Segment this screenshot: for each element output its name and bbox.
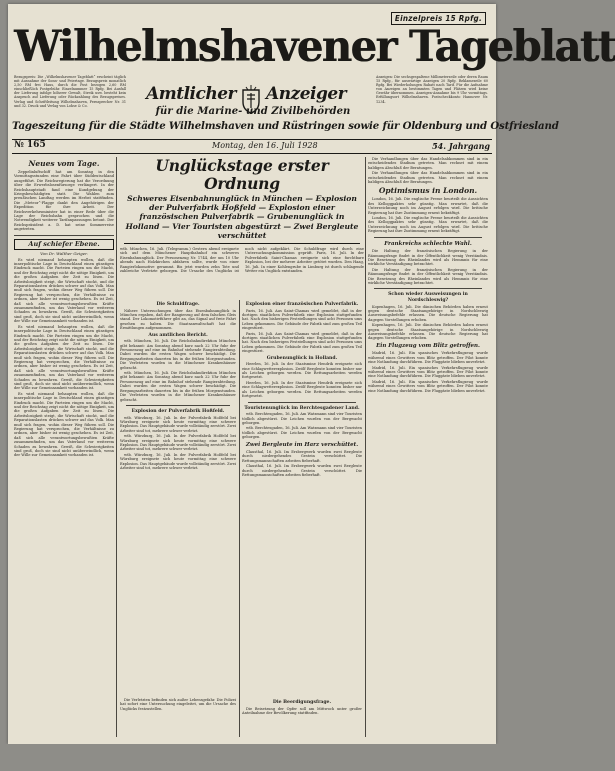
tourist-accident-text: wtb. Berchtesgaden, 16. Juli. Am Watzmann sind vier Touristen tödlich abgestürzt. Die Leichen wurden von der Bergwacht geborgen. xyxy=(242,412,362,425)
france-text: Die Haltung der französischen Regierung in der Räumungsfrage findet in der Öffentlichkeit wenig Verständnis. Die Besetzung des Rheinlandes wird als Hemmnis für eine wirkliche Verständigung betrachtet. xyxy=(368,249,488,267)
column-center-right-bottom xyxy=(242,698,362,738)
column-center-left-bottom xyxy=(120,698,236,738)
subscription-info: Bezugspreis: Die „Wilhelmshavener Tageblatt“ erscheint täglich mit Ausnahme der Sonn- und Feiertage. Bezugspreis monatlich 2,50 RM frei Haus, durch die Post bezogen 2,60 RM einschließlich Postgebühr. Einzelnummer 15 Rpfg. Bei Ausfall der Lieferung infolge höherer Gewalt, Streik usw. besteht kein Anspruch auf Lieferung oder Rückzahlung des Bezugspreises. Verlag und Schriftleitung Wilhelmshaven, Fernsprecher Nr. 31 und 32. Druck und Verlag von Lohse & Co. xyxy=(14,75,126,108)
lead-text: wtb. München, 16. Juli. (Telegramm.) Gestern abend ereignete sich auf dem Münchener Hauptbahnhof ein schweres Eisenbahnunglück. Der Personenzug Nr. 1744, der um 10 Uhr abends nach Holzkirchen abfahren sollte, wurde von einer Rangierlokomotive gerammt. Bis jetzt wurden zehn Tote und zahlreiche Verletzte geborgen. Die Ursache des Unglücks ist noch nicht aufgeklärt. Die Schuldfrage wird durch eine Untersuchungskommission geprüft. Paris, 16. Juli. In der Pulverfabrik Saint-Chamas ereignete sich eine furchtbare Explosion, bei der mehrere Arbeiter getötet wurden. Den Haag, 16. Juli. In einer Kohlengrube in Limburg ist durch schlagende Wetter ein Unglück entstanden. xyxy=(120,247,364,274)
column-right xyxy=(368,157,488,737)
scan-background xyxy=(0,744,504,771)
miners-buried-text: Clausthal, 16. Juli. Im Erzbergwerk wurden zwei Bergleute durch niedergehendes Gestein verschüttet. Die Rettungsmannschaften arbeiten fieberhaft. xyxy=(242,450,362,463)
column-rule xyxy=(365,157,366,737)
lead-story xyxy=(120,157,364,297)
divider xyxy=(248,402,356,403)
column-center-right xyxy=(242,300,362,695)
miners-buried-text: Clausthal, 16. Juli. Im Erzbergwerk wurden zwei Bergleute durch niedergehendes Gestein verschüttet. Die Rettungsmannschaften arbeiten fieberhaft. xyxy=(242,464,362,478)
hossfeld-heading: Explosion der Pulverfabrik Hoßfeld. xyxy=(131,408,225,414)
expulsion-text: Kopenhagen, 16. Juli. Die dänischen Behörden haben erneut gegen deutsche Staatsangehörige in Nordschleswig Ausweisungsbefehle erlassen. Die deutsche Regierung hat dagegen Vorstellungen erhoben. xyxy=(368,304,488,322)
miners-buried-heading: Zwei Bergleute im Harz verschüttet. xyxy=(245,441,359,448)
tourist-accident-text: wtb. Berchtesgaden, 16. Juli. Am Watzmann sind vier Touristen tödlich abgestürzt. Die Leichen wurden von der Bergwacht geborgen. xyxy=(242,426,362,440)
mine-disaster-text: Heerlen, 16. Juli. In der Staatsmine Hendrik ereignete sich eine Schlagwetterexplosion. Zwölf Bergleute konnten bisher nur als Leichen geborgen werden. Die Rettungsarbeiten werden fortgesetzt. xyxy=(242,380,362,399)
mine-disaster-text: Heerlen, 16. Juli. In der Staatsmine Hendrik ereignete sich eine Schlagwetterexplosion. Zwölf Bergleute konnten bisher nur als Leichen geborgen werden. Die Rettungsarbeiten werden fortgesetzt. xyxy=(242,362,362,380)
mine-disaster-heading: Grubenunglück in Holland. xyxy=(266,355,338,361)
masthead-subtitle: Tageszeitung für die Städte Wilhelmshaven und Rüstringen sowie für Oldenburg und Ostfriesland xyxy=(12,120,559,132)
divider xyxy=(374,288,482,289)
official-report-text: wtb. München, 16. Juli. Die Reichsbahndirektion München gibt bekannt: Am Sonntag abend kurz nach 22 Uhr fuhr der Personenzug auf eine im Bahnhof stehende Rangierabteilung. Dabei wurden die ersten Wagen schwer beschädigt. Die Bergungsarbeiten dauerten bis in die frühen Morgenstunden. Die Verletzten wurden in die Münchener Krankenhäuser gebracht. xyxy=(120,339,236,370)
lightning-text: Madrid, 16. Juli. Ein spanisches Verkehrsflugzeug wurde während eines Gewitters vom Blitz getroffen. Der Pilot konnte eine Notlandung durchführen. Die Fluggäste blieben unverletzt. xyxy=(368,379,488,393)
divider xyxy=(14,235,114,236)
official-report-text: wtb. München, 16. Juli. Die Reichsbahndirektion München gibt bekannt: Am Sonntag abend kurz nach 22 Uhr fuhr der Personenzug auf eine im Bahnhof stehende Rangierabteilung. Dabei wurden die ersten Wagen schwer beschädigt. Die Bergungsarbeiten dauerten bis in die frühen Morgenstunden. Die Verletzten wurden in die Münchener Krankenhäuser gebracht. xyxy=(120,371,236,402)
news-of-day-heading: Neues vom Tage. xyxy=(28,159,100,168)
editorial-heading: Auf schiefer Ebene. xyxy=(14,239,114,251)
continued-text: Die Verhandlungen über das Handelsabkommen sind in ein entscheidendes Stadium getreten. Man rechnet mit einem baldigen Abschluß der Beratungen. xyxy=(368,157,488,170)
closing-text: Die Verletzten befinden sich außer Lebensgefahr. Die Polizei hat sofort eine Untersuchung eingeleitet, um die Ursache des Unglücks festzustellen. xyxy=(120,698,236,711)
expulsion-text: Kopenhagen, 16. Juli. Die dänischen Behörden haben erneut gegen deutsche Staatsangehörige in Nordschleswig Ausweisungsbefehle erlassen. Die deutsche Regierung hat dagegen Vorstellungen erhoben. xyxy=(368,323,488,341)
lead-headline: Unglückstage erster Ordnung xyxy=(155,156,329,193)
editorial-text: Es wird niemand behaupten wollen, daß die innerpolitische Lage in Deutschland einen günstigen Eindruck macht. Die Parteien ringen um die Macht, und der Reichstag zeigt nicht die nötige Einigkeit, um die großen Aufgaben der Zeit zu lösen. Die Arbeitslosigkeit steigt, die Wirtschaft stockt, und die Reparationslasten drücken schwer auf das Volk. Man muß sich fragen, wohin dieser Weg führen soll. Die Regierung hat versprochen, die Verhältnisse zu ordnen, aber bisher ist wenig geschehen. Es ist Zeit, daß sich alle verantwortungsbewußten Kräfte zusammenfinden, um das Vaterland vor weiterem Schaden zu bewahren. Gewiß, die Schwierigkeiten sind groß, doch sie sind nicht unüberwindlich, wenn der Wille zur Gemeinsamkeit vorhanden ist. xyxy=(14,391,114,458)
french-factory-heading: Explosion einer französischen Pulverfabrik. xyxy=(245,302,359,307)
hossfeld-text: wtb. Würzburg, 16. Juli. In der Pulverfabrik Hoßfeld bei Würzburg ereignete sich heute vormittag eine schwere Explosion. Das Hauptgebäude wurde vollständig zerstört. Zwei Arbeiter sind tot, mehrere schwer verletzt. xyxy=(120,434,236,452)
france-heading: Frankreichs schlechte Wahl. xyxy=(384,240,472,247)
editorial-text: Es wird niemand behaupten wollen, daß die innerpolitische Lage in Deutschland einen günstigen Eindruck macht. Die Parteien ringen um die Macht, und der Reichstag zeigt nicht die nötige Einigkeit, um die großen Aufgaben der Zeit zu lösen. Die Arbeitslosigkeit steigt, die Wirtschaft stockt, und die Reparationslasten drücken schwer auf das Volk. Man muß sich fragen, wohin dieser Weg führen soll. Die Regierung hat versprochen, die Verhältnisse zu ordnen, aber bisher ist wenig geschehen. Es ist Zeit, daß sich alle verantwortungsbewußten Kräfte zusammenfinden, um das Vaterland vor weiterem Schaden zu bewahren. Gewiß, die Schwierigkeiten sind groß, doch sie sind nicht unüberwindlich, wenn der Wille zur Gemeinsamkeit vorhanden ist. xyxy=(14,257,114,324)
tourist-accident-heading: Touristenunglück im Berchtesgadener Land. xyxy=(244,405,360,411)
masthead-title: Wilhelmshavener Tageblatt xyxy=(14,22,615,72)
newspaper-page xyxy=(8,4,615,744)
continued-text: Die Verhandlungen über das Handelsabkommen sind in ein entscheidendes Stadium getreten. Man rechnet mit einem baldigen Abschluß der Beratungen. xyxy=(368,171,488,185)
french-factory-text: Paris, 16. Juli. Aus Saint-Chamas wird gemeldet, daß in der dortigen staatlichen Pulverfabrik eine Explosion stattgefunden hat. Nach den bisherigen Feststellungen sind acht Personen ums Leben gekommen. Die Gebäude der Fabrik sind zum großen Teil eingestürzt. xyxy=(242,331,362,354)
column-left xyxy=(14,157,114,737)
hossfeld-text: wtb. Würzburg, 16. Juli. In der Pulverfabrik Hoßfeld bei Würzburg ereignete sich heute vormittag eine schwere Explosion. Das Hauptgebäude wurde vollständig zerstört. Zwei Arbeiter sind tot, mehrere schwer verletzt. xyxy=(120,452,236,470)
lightning-heading: Ein Flugzeug vom Blitz getroffen. xyxy=(376,342,480,349)
dateline-bar xyxy=(12,139,492,154)
news-of-day-text: Zeppelinluftschiff hat am Sonntag in den Vormittagsstunden eine Fahrt über Süddeutschland ausgeführt. Die Reichsregierung hat die Verordnung über die Erwerbslosenfürsorge verlängert. In der Reichshauptstadt fand eine Kundgebung der Kriegsbeschädigten statt. Die Wahlen zum preußischen Landtag werden im Herbst stattfinden. Die „Meteor“-Flagge dankt den Angehörigen der Expedition für ihre Arbeit. Der Reichsverkehrsminister hat in einer Rede über die Lage der Reichsbahn gesprochen und die Notwendigkeit weiterer Tarifanpassungen betont. Der Reichspräsident a. D. hat seine Sommerreise angetreten. xyxy=(14,170,114,232)
advertising-info: Anzeigen: Die sechsgespaltene Millimeterzeile oder deren Raum 15 Rpfg., für auswärtige Anzeigen 20 Rpfg. Reklamezeile 60 Rpfg. Bei Wiederholungen Rabatt nach Tarif. Für die Aufnahme von Anzeigen an bestimmten Tagen und Plätzen wird keine Gewähr übernommen. Anzeigen-Annahme bis 9 Uhr vormittags. Erfüllungsort Wilhelmshaven. Postscheckkonto Hannover Nr. 1234. xyxy=(376,75,488,104)
issue-date: Montag, den 16. Juli 1928 xyxy=(212,141,318,150)
lightning-text: Madrid, 16. Juli. Ein spanisches Verkehrsflugzeug wurde während eines Gewitters vom Blitz getroffen. Der Pilot konnte eine Notlandung durchführen. Die Fluggäste blieben unverletzt. xyxy=(368,365,488,379)
authorities-line: für die Marine- und Zivilbehörden xyxy=(155,106,351,117)
french-factory-text: Paris, 16. Juli. Aus Saint-Chamas wird gemeldet, daß in der dortigen staatlichen Pulverfabrik eine Explosion stattgefunden hat. Nach den bisherigen Feststellungen sind acht Personen ums Leben gekommen. Die Gebäude der Fabrik sind zum großen Teil eingestürzt. xyxy=(242,308,362,331)
issue-number: № 165 xyxy=(14,140,46,150)
london-text: London, 16. Juli. Die englische Presse beurteilt die Aussichten des Kelloggpaktes sehr günstig. Man erwartet, daß die Unterzeichnung noch im August erfolgen wird. Die britische Regierung hat ihre Zustimmung erneut bekräftigt. xyxy=(368,197,488,215)
lightning-text: Madrid, 16. Juli. Ein spanisches Verkehrsflugzeug wurde während eines Gewitters vom Blitz getroffen. Der Pilot konnte eine Notlandung durchführen. Die Fluggäste blieben unverletzt. xyxy=(368,351,488,365)
column-rule xyxy=(239,300,240,737)
volume-number: 54. Jahrgang xyxy=(432,141,490,151)
london-text: London, 16. Juli. Die englische Presse beurteilt die Aussichten des Kelloggpaktes sehr günstig. Man erwartet, daß die Unterzeichnung noch im August erfolgen wird. Die britische Regierung hat ihre Zustimmung erneut bekräftigt. xyxy=(368,216,488,234)
divider xyxy=(126,405,230,406)
price-box: Einzelpreis 15 Rpfg. xyxy=(391,12,486,25)
guilt-question-text: Nähere Untersuchungen über das Eisenbahnunglück in München ergaben, daß der Rangierzug auf dem falschen Gleis stand. Der Lokomotivführer gibt an, das Signal auf freie Fahrt gesehen zu haben. Die Staatsanwaltschaft hat die Ermittlungen aufgenommen. xyxy=(120,308,236,331)
guilt-question-heading: Die Schuldfrage. xyxy=(156,302,200,307)
divider xyxy=(374,237,482,238)
lead-deck: Schweres Eisenbahnunglück in München — Explosion der Pulverfabrik Hoßfeld — Explosion einer französischen Pulverfabrik — Grubenunglück in Holland — Vier Touristen abgestürzt — Zwei Bergleute verschüttet xyxy=(124,194,360,244)
editorial-text: Es wird niemand behaupten wollen, daß die innerpolitische Lage in Deutschland einen günstigen Eindruck macht. Die Parteien ringen um die Macht, und der Reichstag zeigt nicht die nötige Einigkeit, um die großen Aufgaben der Zeit zu lösen. Die Arbeitslosigkeit steigt, die Wirtschaft stockt, und die Reparationslasten drücken schwer auf das Volk. Man muß sich fragen, wohin dieser Weg führen soll. Die Regierung hat versprochen, die Verhältnisse zu ordnen, aber bisher ist wenig geschehen. Es ist Zeit, daß sich alle verantwortungsbewußten Kräfte zusammenfinden, um das Vaterland vor weiterem Schaden zu bewahren. Gewiß, die Schwierigkeiten sind groß, doch sie sind nicht unüberwindlich, wenn der Wille zur Gemeinsamkeit vorhanden ist. xyxy=(14,324,114,391)
expulsion-heading: Schon wieder Ausweisungen in Nordschleswig? xyxy=(388,292,468,304)
hossfeld-text: wtb. Würzburg, 16. Juli. In der Pulverfabrik Hoßfeld bei Würzburg ereignete sich heute vormittag eine schwere Explosion. Das Hauptgebäude wurde vollständig zerstört. Zwei Arbeiter sind tot, mehrere schwer verletzt. xyxy=(120,415,236,433)
amtlicher-label: Amtlicher xyxy=(146,84,236,104)
editorial-byline: Von Dr. Walther Geiger. xyxy=(40,251,88,257)
anzeiger-label: Anzeiger xyxy=(266,84,347,104)
funeral-text: Die Beisetzung der Opfer soll am Mittwoch unter großer Anteilnahme der Bevölkerung stattfinden. xyxy=(242,706,362,715)
column-rule xyxy=(116,157,117,737)
funeral-heading: Die Beerdigungsfrage. xyxy=(272,700,332,705)
france-text: Die Haltung der französischen Regierung in der Räumungsfrage findet in der Öffentlichkeit wenig Verständnis. Die Besetzung des Rheinlandes wird als Hemmnis für eine wirkliche Verständigung betrachtet. xyxy=(368,267,488,286)
official-report-heading: Aus amtlichen Bericht. xyxy=(148,332,208,338)
london-heading: Optimismus in London. xyxy=(378,186,478,196)
column-center-left xyxy=(120,300,236,695)
